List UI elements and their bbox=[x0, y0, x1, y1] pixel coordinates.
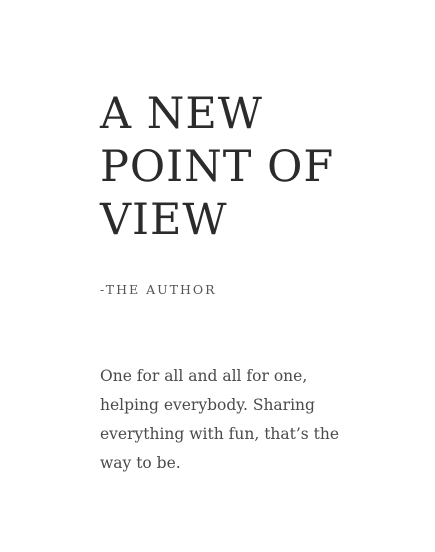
author-byline: -THE AUTHOR bbox=[100, 282, 217, 297]
title-line: POINT OF bbox=[100, 142, 335, 192]
title-line: VIEW bbox=[100, 195, 228, 245]
body-line: helping everybody. Sharing bbox=[100, 396, 315, 414]
body-paragraph bbox=[100, 362, 350, 478]
title-line: A NEW bbox=[100, 89, 263, 139]
body-line: One for all and all for one, bbox=[100, 367, 308, 385]
body-line: everything with fun, that’s the bbox=[100, 425, 340, 443]
page-title bbox=[100, 88, 400, 247]
body-line: way to be. bbox=[100, 454, 181, 472]
